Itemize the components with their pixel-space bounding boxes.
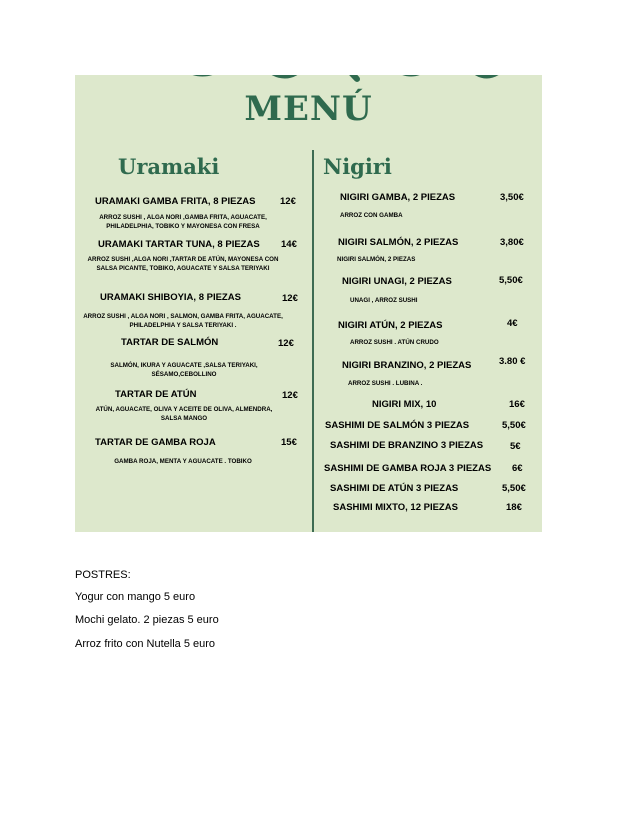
nigiri-item-5-price: 3.80 €: [499, 356, 526, 367]
uramaki-item-4-name: TARTAR DE SALMÓN: [121, 337, 219, 348]
nigiri-item-2-price: 3,80€: [500, 237, 524, 248]
nigiri-title: Nigiri: [323, 154, 392, 179]
nigiri-item-7-name: SASHIMI DE SALMÓN 3 PIEZAS: [325, 420, 470, 431]
uramaki-item-2-name: URAMAKI TARTAR TUNA, 8 PIEZAS: [98, 239, 260, 250]
uramaki-item-4-price: 12€: [278, 338, 294, 349]
decorative-logo-fragment: [125, 75, 505, 85]
uramaki-item-5-price: 12€: [282, 390, 298, 401]
nigiri-item-10-price: 5,50€: [502, 483, 526, 494]
nigiri-item-1-name: NIGIRI GAMBA, 2 PIEZAS: [340, 192, 456, 203]
uramaki-item-5-desc: ATÚN, AGUACATE, OLIVA Y ACEITE DE OLIVA, ALMENDRA, SALSA MANGO: [95, 406, 273, 422]
uramaki-item-1-price: 12€: [280, 196, 296, 207]
menu-title: MENÚ: [244, 89, 373, 129]
nigiri-item-6-price: 16€: [509, 399, 525, 410]
nigiri-item-9-name: SASHIMI DE GAMBA ROJA 3 PIEZAS: [324, 463, 492, 474]
nigiri-item-3-price: 5,50€: [499, 275, 523, 286]
uramaki-item-2-desc: ARROZ SUSHI ,ALGA NORI ,TARTAR DE ATÚN, MAYONESA CON SALSA PICANTE, TOBIKO, AGUACATE Y SALSA TERIYAKI: [87, 256, 279, 272]
nigiri-item-8-name: SASHIMI DE BRANZINO 3 PIEZAS: [330, 440, 484, 451]
postres-item-2: Mochi gelato. 2 piezas 5 euro: [75, 614, 219, 626]
uramaki-item-6-price: 15€: [281, 437, 297, 448]
nigiri-item-5-desc: ARROZ SUSHI . LUBINA .: [348, 380, 423, 387]
nigiri-item-6-name: NIGIRI MIX, 10: [372, 399, 437, 410]
nigiri-item-4-name: NIGIRI ATÚN, 2 PIEZAS: [338, 320, 443, 331]
uramaki-item-3-price: 12€: [282, 293, 298, 304]
menu-card: [75, 75, 542, 532]
uramaki-item-3-name: URAMAKI SHIBOYIA, 8 PIEZAS: [100, 292, 241, 303]
nigiri-item-9-price: 6€: [512, 463, 523, 474]
nigiri-item-11-price: 18€: [506, 502, 522, 513]
nigiri-item-2-name: NIGIRI SALMÓN, 2 PIEZAS: [338, 237, 459, 248]
uramaki-item-4-desc: SALMÓN, IKURA Y AGUACATE ,SALSA TERIYAKI, SÉSAMO,CEBOLLINO: [110, 362, 258, 378]
uramaki-item-2-price: 14€: [281, 239, 297, 250]
uramaki-item-6-desc: GAMBA ROJA, MENTA Y AGUACATE . TOBIKO: [114, 458, 252, 465]
uramaki-item-3-desc: ARROZ SUSHI , ALGA NORI , SALMON, GAMBA FRITA, AGUACATE, PHILADELPHIA Y SALSA TERIYAKI .: [83, 313, 283, 329]
nigiri-item-1-desc: ARROZ CON GAMBA: [340, 212, 403, 219]
nigiri-item-3-name: NIGIRI UNAGI, 2 PIEZAS: [342, 276, 452, 287]
nigiri-item-10-name: SASHIMI DE ATÚN 3 PIEZAS: [330, 483, 459, 494]
uramaki-title: Uramaki: [118, 154, 220, 179]
nigiri-item-1-price: 3,50€: [500, 192, 524, 203]
nigiri-item-8-price: 5€: [510, 441, 521, 452]
nigiri-item-4-price: 4€: [507, 318, 518, 329]
nigiri-item-7-price: 5,50€: [502, 420, 526, 431]
nigiri-item-11-name: SASHIMI MIXTO, 12 PIEZAS: [333, 502, 458, 513]
postres-item-3: Arroz frito con Nutella 5 euro: [75, 638, 216, 650]
postres-heading: POSTRES:: [75, 569, 131, 581]
uramaki-item-1-desc: ARROZ SUSHI , ALGA NORI ,GAMBA FRITA, AGUACATE, PHILADELPHIA, TOBIKO Y MAYONESA CON FRESA: [99, 214, 267, 230]
uramaki-item-1-name: URAMAKI GAMBA FRITA, 8 PIEZAS: [95, 196, 256, 207]
nigiri-item-5-name: NIGIRI BRANZINO, 2 PIEZAS: [342, 360, 472, 371]
uramaki-item-5-name: TARTAR DE ATÚN: [115, 389, 197, 400]
uramaki-item-6-name: TARTAR DE GAMBA ROJA: [95, 437, 216, 448]
postres-item-1: Yogur con mango 5 euro: [75, 591, 196, 603]
nigiri-item-4-desc: ARROZ SUSHI . ATÚN CRUDO: [350, 339, 439, 346]
nigiri-item-3-desc: UNAGI , ARROZ SUSHI: [350, 297, 418, 304]
nigiri-item-2-desc: NIGIRI SALMÓN, 2 PIEZAS: [337, 256, 416, 263]
column-divider: [312, 150, 314, 532]
